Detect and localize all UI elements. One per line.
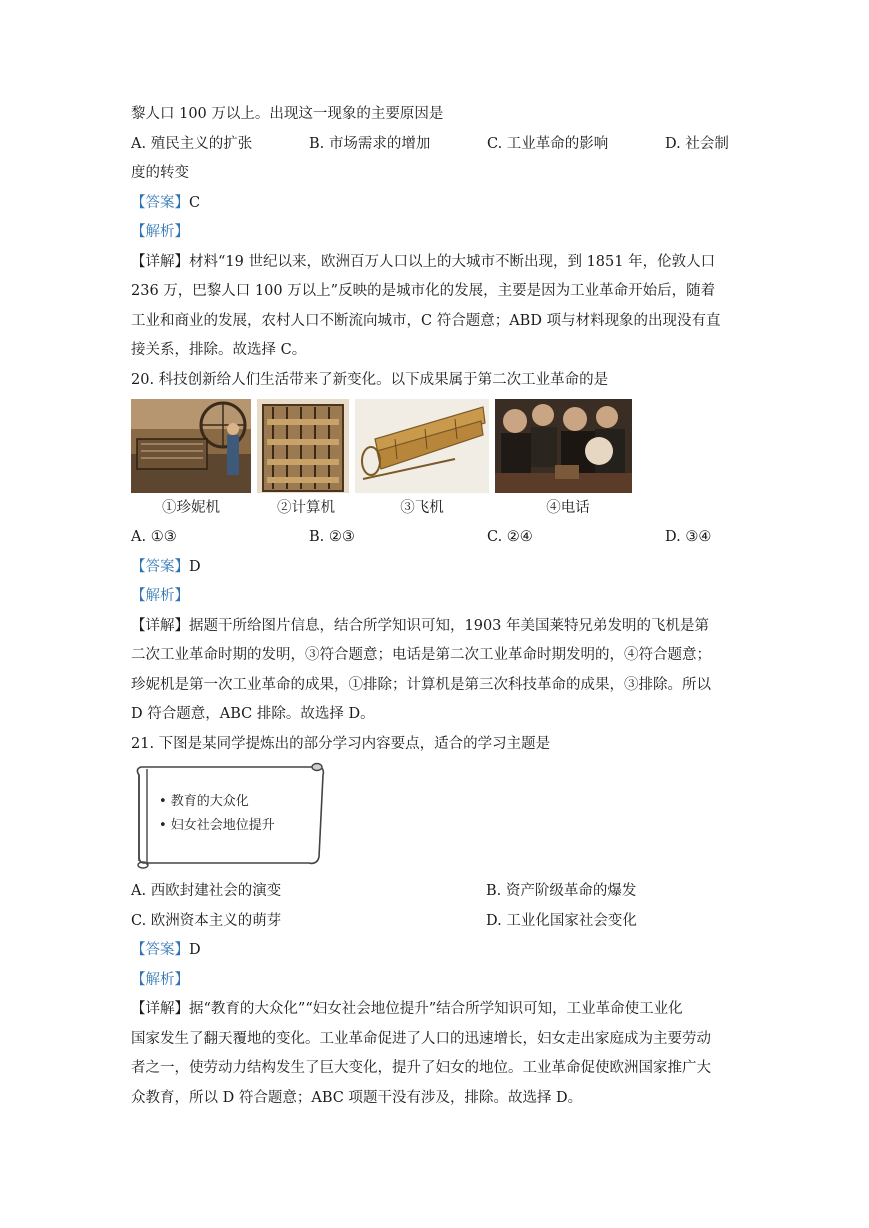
q21-option-b: B. 资产阶级革命的爆发	[486, 883, 637, 899]
q21-detail-line: 国家发生了翻天覆地的变化。工业革命促进了人口的迅速增长，妇女走出家庭成为主要劳动	[131, 1030, 711, 1047]
telephone-image	[495, 399, 632, 493]
q19-option-c: C. 工业革命的影响	[487, 135, 609, 152]
q20-detail-text: 据题干所给图片信息，结合所学知识可知，1903 年美国莱特兄弟发明的飞机是第	[189, 617, 710, 634]
q20-detail-line: 二次工业革命时期的发明，③符合题意；电话是第二次工业革命时期发明的，④符合题意；	[131, 647, 711, 663]
q21-option-d: D. 工业化国家社会变化	[486, 912, 637, 929]
scroll-item-education: • 教育的大众化	[159, 794, 249, 809]
caption-airplane: ③飞机	[400, 500, 444, 516]
q20-detail	[131, 612, 741, 730]
detail-tag: 【详解】	[131, 1001, 189, 1017]
document-page	[131, 100, 741, 1113]
q19-detail-line: 236 万，巴黎人口 100 万以上”反映的是城市化的发展，主要是因为工业革命开始后，随着	[131, 283, 716, 299]
q19-detail-line	[131, 248, 741, 278]
q20-option-a: A. ①③	[131, 529, 177, 545]
q19-detail	[131, 248, 741, 366]
q21-option-c: C. 欧洲资本主义的萌芽	[131, 912, 282, 929]
q19-answer-value: C	[189, 194, 201, 211]
airplane-image	[355, 399, 489, 493]
q21-detail	[131, 995, 741, 1113]
caption-spinning-jenny: ①珍妮机	[162, 500, 220, 516]
q20-answer	[131, 553, 741, 583]
q20-option-b: B. ②③	[309, 529, 355, 545]
q21-detail-line	[131, 995, 741, 1025]
q19-option-b: B. 市场需求的增加	[309, 135, 431, 152]
q21-answer	[131, 936, 741, 966]
q21-scroll-figure	[131, 759, 741, 874]
q20-captions	[131, 493, 741, 523]
q21-answer-value: D	[189, 942, 201, 958]
q20-stem: 20. 科技创新给人们生活带来了新变化。以下成果属于第二次工业革命的是	[131, 371, 609, 388]
q20-detail-line	[131, 612, 741, 642]
answer-tag: 【答案】	[131, 194, 189, 211]
q19-option-d-wrap: 度的转变	[131, 165, 189, 181]
q20-option-d: D. ③④	[665, 529, 712, 545]
q21-options-row2	[131, 907, 741, 937]
caption-telephone: ④电话	[546, 500, 590, 516]
q20-image-row	[131, 399, 741, 493]
q20-detail-line: 珍妮机是第一次工业革命的成果，①排除；计算机是第三次科技革命的成果，③排除。所以	[131, 676, 711, 693]
caption-computer: ②计算机	[277, 500, 335, 516]
q19-option-a: A. 殖民主义的扩张	[131, 135, 253, 152]
q19-detail-line: 接关系，排除。故选择 C。	[131, 342, 307, 358]
scroll-item-women-status: • 妇女社会地位提升	[159, 818, 275, 833]
q19-detail-line: 工业和商业的发展，农村人口不断流向城市，C 符合题意；ABD 项与材料现象的出现没有直	[131, 312, 721, 329]
q21-option-a: A. 西欧封建社会的演变	[131, 883, 282, 899]
q20-answer-value: D	[189, 558, 201, 575]
q21-stem: 21. 下图是某同学提炼出的部分学习内容要点，适合的学习主题是	[131, 735, 551, 752]
q21-analysis	[131, 966, 741, 996]
answer-tag: 【答案】	[131, 942, 189, 958]
q19-option-d: D. 社会制	[665, 135, 729, 152]
answer-tag: 【答案】	[131, 558, 189, 575]
q20-option-c: C. ②④	[487, 529, 533, 545]
calculating-machine-image	[257, 399, 349, 493]
q20-options	[131, 523, 741, 553]
q19-analysis	[131, 218, 741, 248]
detail-tag: 【详解】	[131, 617, 189, 634]
q21-options-row1	[131, 877, 741, 907]
q21-detail-text: 据“教育的大众化”“妇女社会地位提升”结合所学知识可知，工业革命使工业化	[189, 1001, 683, 1017]
q21-detail-line: 众教育，所以 D 符合题意；ABC 项题干没有涉及，排除。故选择 D。	[131, 1089, 583, 1106]
q19-stem-tail: 黎人口 100 万以上。出现这一现象的主要原因是	[131, 106, 444, 122]
analysis-tag: 【解析】	[131, 588, 189, 604]
q20-detail-line: D 符合题意，ABC 排除。故选择 D。	[131, 706, 375, 722]
q19-options	[131, 130, 741, 160]
q20-analysis	[131, 582, 741, 612]
detail-tag: 【详解】	[131, 253, 189, 270]
analysis-tag: 【解析】	[131, 224, 189, 240]
q19-detail-text: 材料“19 世纪以来，欧洲百万人口以上的大城市不断出现，到 1851 年，伦敦人口	[189, 253, 716, 270]
analysis-tag: 【解析】	[131, 971, 189, 988]
q19-answer	[131, 189, 741, 219]
q21-detail-line: 者之一，使劳动力结构发生了巨大变化，提升了妇女的地位。工业革命促使欧洲国家推广大	[131, 1060, 711, 1076]
spinning-jenny-image	[131, 399, 251, 493]
